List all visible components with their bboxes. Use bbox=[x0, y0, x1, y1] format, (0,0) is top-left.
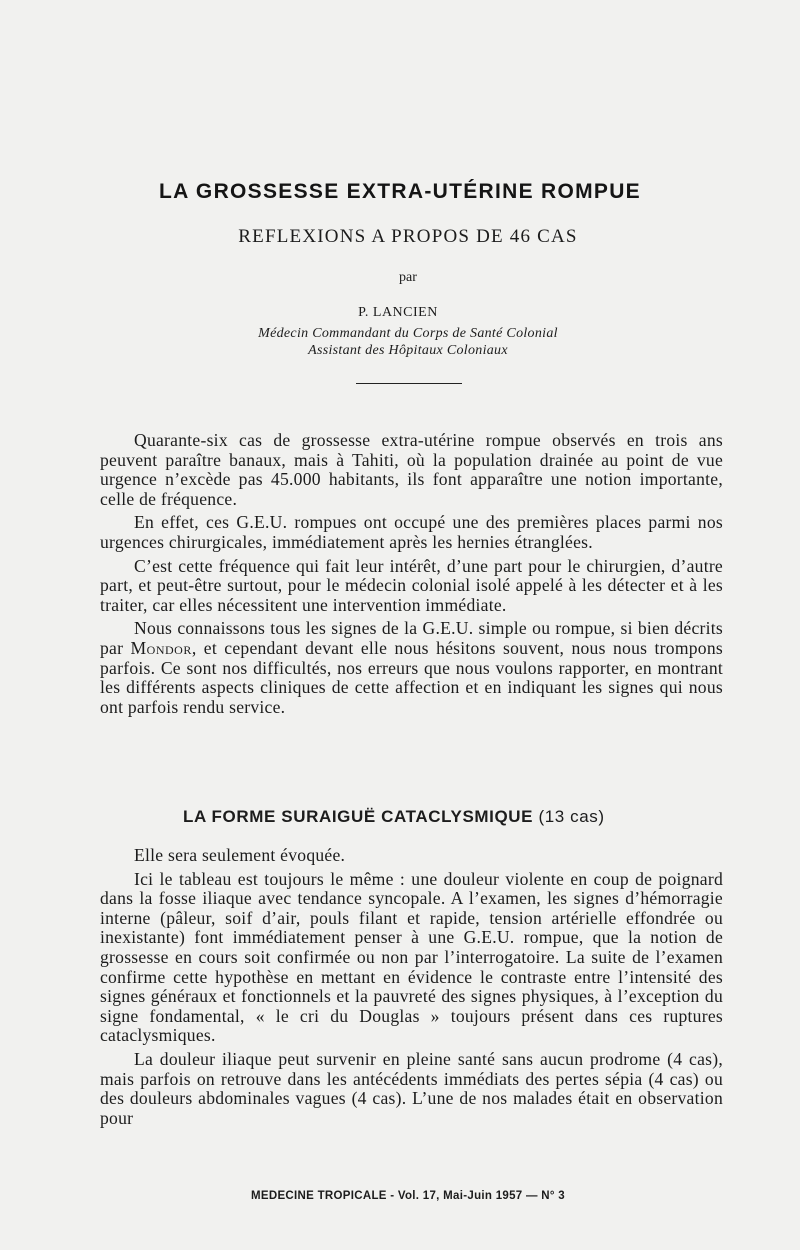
title-divider bbox=[356, 383, 462, 384]
section-paragraph-2: Ici le tableau est toujours le même : une douleur violente en coup de poignard dans la fosse iliaque avec tendance syncopale. A l’examen, les signes d’hémorragie interne (pâleur, soif d’air, pouls filant et rapide, tension artérielle effondrée ou inexistante) font immédiatement penser à une G.E.U. rompue, que la notion de grossesse en cours soit confirmée ou non par l’interrogatoire. La suite de l’examen confirme cette hypothèse en mettant en évidence le contraste entre l’intensité des signes généraux et fonctionnels et la pauvreté des signes physiques, à l’exception du signe fondamental, « le cri du Douglas » toujours présent dans ces ruptures cataclysmiques. bbox=[100, 868, 723, 1046]
section-paragraph-1: Elle sera seulement évoquée. bbox=[134, 845, 346, 865]
article-title: LA GROSSESSE EXTRA-UTÉRINE ROMPUE bbox=[158, 180, 641, 203]
section-paragraph-3: La douleur iliaque peut survenir en pleine santé sans aucun prodrome (4 cas), mais parfois on retrouve dans les antécédents immédiats des pertes sépia (4 cas) ou des douleurs abdominales vagues (4 cas). L’une de nos malades était en observation pour bbox=[100, 1048, 723, 1128]
page-footer: MEDECINE TROPICALE - Vol. 17, Mai-Juin 1957 — N° 3 bbox=[251, 1190, 565, 1202]
intro-paragraph-4-end: , et cependant devant elle nous hésitons souvent, nous nous trompons parfois. Ce sont nos difficultés, nos erreurs que nous voulons rapporter, en montrant les différents aspects cliniques de cette affection et en indiquant les signes qui nous ont parfois rendu service. bbox=[100, 637, 723, 717]
section-heading-count: (13 cas) bbox=[538, 807, 605, 826]
author-affiliation bbox=[0, 325, 800, 359]
intro-paragraph-4-start: Nous connaissons tous les signes de la G.E.U. simple ou rompue, si bien décrits par bbox=[100, 618, 723, 658]
intro-paragraph-1: Quarante-six cas de grossesse extra-utérine rompue observés en trois ans peuvent paraître banaux, mais à Tahiti, où la population drainée au point de vue urgence n’excède pas 45.000 habitants, ils font apparaître une notion importante, celle de fréquence. bbox=[100, 430, 723, 509]
byline-par: par bbox=[399, 270, 417, 285]
section-heading bbox=[183, 807, 743, 827]
intro-paragraph-2: En effet, ces G.E.U. rompues ont occupé une des premières places parmi nos urgences chirurgicales, immédiatement après les hernies étranglées. bbox=[100, 512, 723, 552]
affiliation-line-1: Médecin Commandant du Corps de Santé Colonial bbox=[258, 326, 558, 341]
section-text bbox=[100, 846, 723, 1132]
cited-author-mondor: Mondor bbox=[130, 637, 192, 658]
section-heading-title: LA FORME SURAIGUË CATACLYSMIQUE bbox=[183, 807, 534, 826]
intro-paragraph-4 bbox=[100, 619, 723, 717]
intro-text bbox=[100, 431, 723, 721]
affiliation-line-2: Assistant des Hôpitaux Coloniaux bbox=[308, 343, 508, 358]
author-name: P. LANCIEN bbox=[358, 305, 438, 320]
article-subtitle: REFLEXIONS A PROPOS DE 46 CAS bbox=[238, 226, 578, 247]
intro-paragraph-3: C’est cette fréquence qui fait leur intérêt, d’une part pour le chirurgien, d’autre part, et peut-être surtout, pour le médecin colonial isolé appelé à les détecter et à les traiter, car elles nécessitent une intervention immédiate. bbox=[100, 555, 723, 615]
